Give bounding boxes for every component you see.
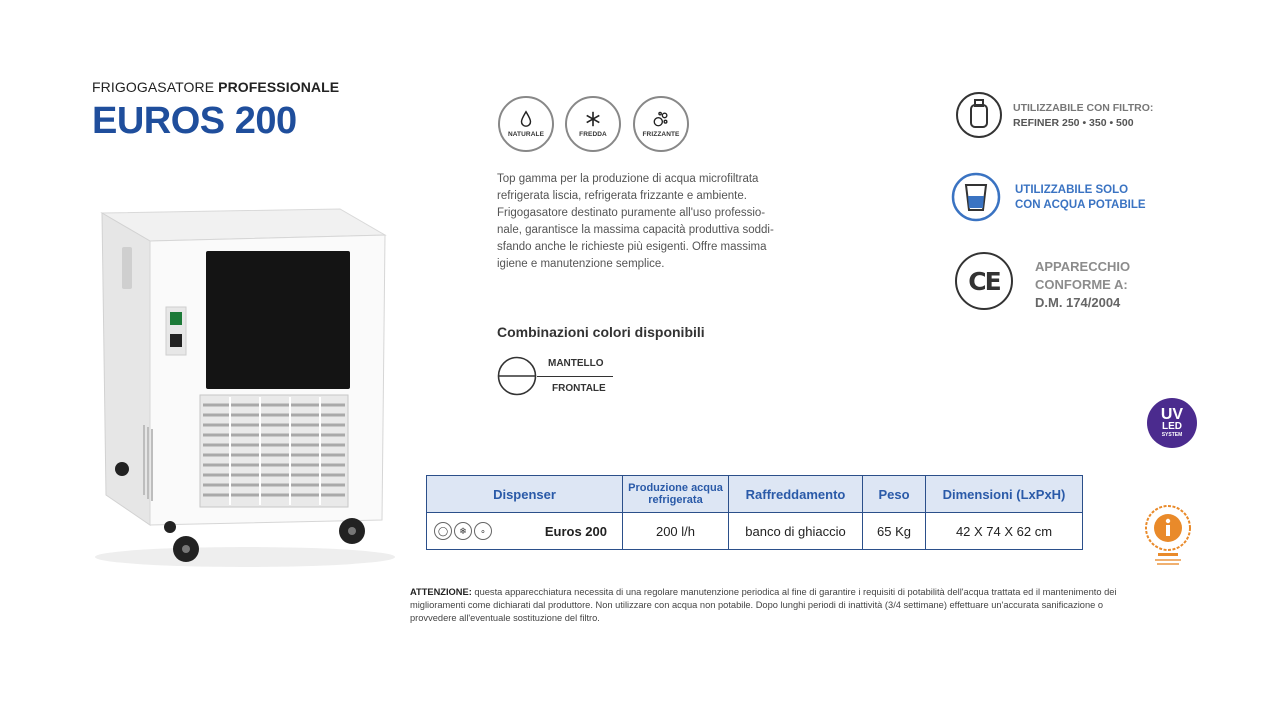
cell-weight: 65 Kg — [863, 513, 926, 550]
filter-line-1: UTILIZZABILE CON FILTRO: — [1013, 102, 1154, 114]
color-divider — [537, 376, 613, 377]
uv-led-badge — [1147, 398, 1197, 448]
bubbles-icon: ∘ — [474, 522, 492, 540]
snowflake-icon — [584, 110, 602, 128]
description-line: sfando anche le richieste più esigenti. Offre massima — [497, 241, 767, 253]
ce-line-3: D.M. 174/2004 — [1035, 295, 1121, 310]
product-category — [92, 79, 339, 95]
product-image — [70, 195, 400, 575]
uv-line-3: SYSTEM — [1161, 432, 1183, 438]
tifq-certification-logo — [1143, 503, 1193, 569]
snowflake-icon: ❄ — [454, 522, 472, 540]
description-line: Top gamma per la produzione di acqua microfiltrata — [497, 173, 759, 185]
ce-line-1: APPARECCHIO — [1035, 259, 1131, 274]
uv-line-2: LED — [1162, 421, 1182, 432]
dispenser-name: Euros 200 — [544, 523, 607, 539]
mini-water-icons — [434, 522, 492, 540]
description-line: refrigerata liscia, refrigerata frizzante e ambiente. — [497, 190, 747, 202]
category-prefix: FRIGOGASATORE — [92, 79, 215, 95]
cell-production: 200 l/h — [623, 513, 729, 550]
water-type-label: NATURALE — [507, 131, 545, 138]
description-line: nale, garantisce la massima capacità produttiva soddi- — [497, 224, 774, 236]
spec-table — [426, 475, 1083, 550]
notice-text: questa apparecchiatura necessita di una regolare manutenzione periodica al fine di garantire i requisiti di potabilità dell'acqua trattata ed il mantenimento dei miglioramenti come dichiarati dal produttore. Non utilizzare con acqua non potabile. Dopo lunghi periodi di inattività (3/4 settimane) effettuare un'accurata sanificazione o provvedere all'eventuale sostituzione del filtro. — [410, 587, 1117, 623]
header-dispenser: Dispenser — [427, 476, 623, 513]
potable-water-glass-icon — [951, 172, 1001, 222]
filter-cartridge-icon — [955, 91, 1003, 139]
ce-conformity — [1035, 258, 1130, 312]
color-swatch-icon — [497, 356, 537, 396]
header-cooling: Raffreddamento — [729, 476, 863, 513]
filter-compatibility — [1013, 101, 1153, 131]
potable-line-1: UTILIZZABILE SOLO — [1015, 184, 1129, 196]
ce-mark-icon: CE — [955, 252, 1013, 310]
description-line: igiene e manutenzione semplice. — [497, 258, 665, 270]
water-type-label: FRIZZANTE — [642, 131, 680, 138]
cell-dimensions: 42 X 74 X 62 cm — [926, 513, 1083, 550]
ce-line-2: CONFORME A: — [1035, 277, 1128, 292]
potable-line-2: CON ACQUA POTABILE — [1015, 199, 1146, 211]
color-label-mantello: MANTELLO — [548, 358, 604, 369]
description-line: Frigogasatore destinato puramente all'uso professio- — [497, 207, 766, 219]
header-weight: Peso — [863, 476, 926, 513]
cell-dispenser — [427, 513, 623, 550]
table-header-row — [427, 476, 1083, 513]
potable-water-notice — [1015, 183, 1146, 213]
product-description — [497, 171, 792, 273]
filter-line-2: REFINER 250 • 350 • 500 — [1013, 117, 1134, 129]
warning-notice — [410, 586, 1120, 625]
water-drop-icon: ◯ — [434, 522, 452, 540]
product-title: EUROS 200 — [92, 100, 297, 142]
colors-heading: Combinazioni colori disponibili — [497, 324, 705, 340]
water-type-naturale — [498, 96, 554, 152]
bubbles-icon — [652, 110, 670, 128]
notice-label: ATTENZIONE: — [410, 587, 472, 597]
color-label-frontale: FRONTALE — [552, 383, 606, 394]
header-production: Produzione acqua refrigerata — [623, 476, 729, 513]
table-row — [427, 513, 1083, 550]
water-drop-icon — [517, 110, 535, 128]
header-dimensions: Dimensioni (LxPxH) — [926, 476, 1083, 513]
category-bold: PROFESSIONALE — [218, 79, 340, 95]
water-type-frizzante — [633, 96, 689, 152]
water-type-label: FREDDA — [579, 131, 607, 138]
water-type-fredda — [565, 96, 621, 152]
uv-line-1: UV — [1160, 406, 1184, 423]
cell-cooling: banco di ghiaccio — [729, 513, 863, 550]
